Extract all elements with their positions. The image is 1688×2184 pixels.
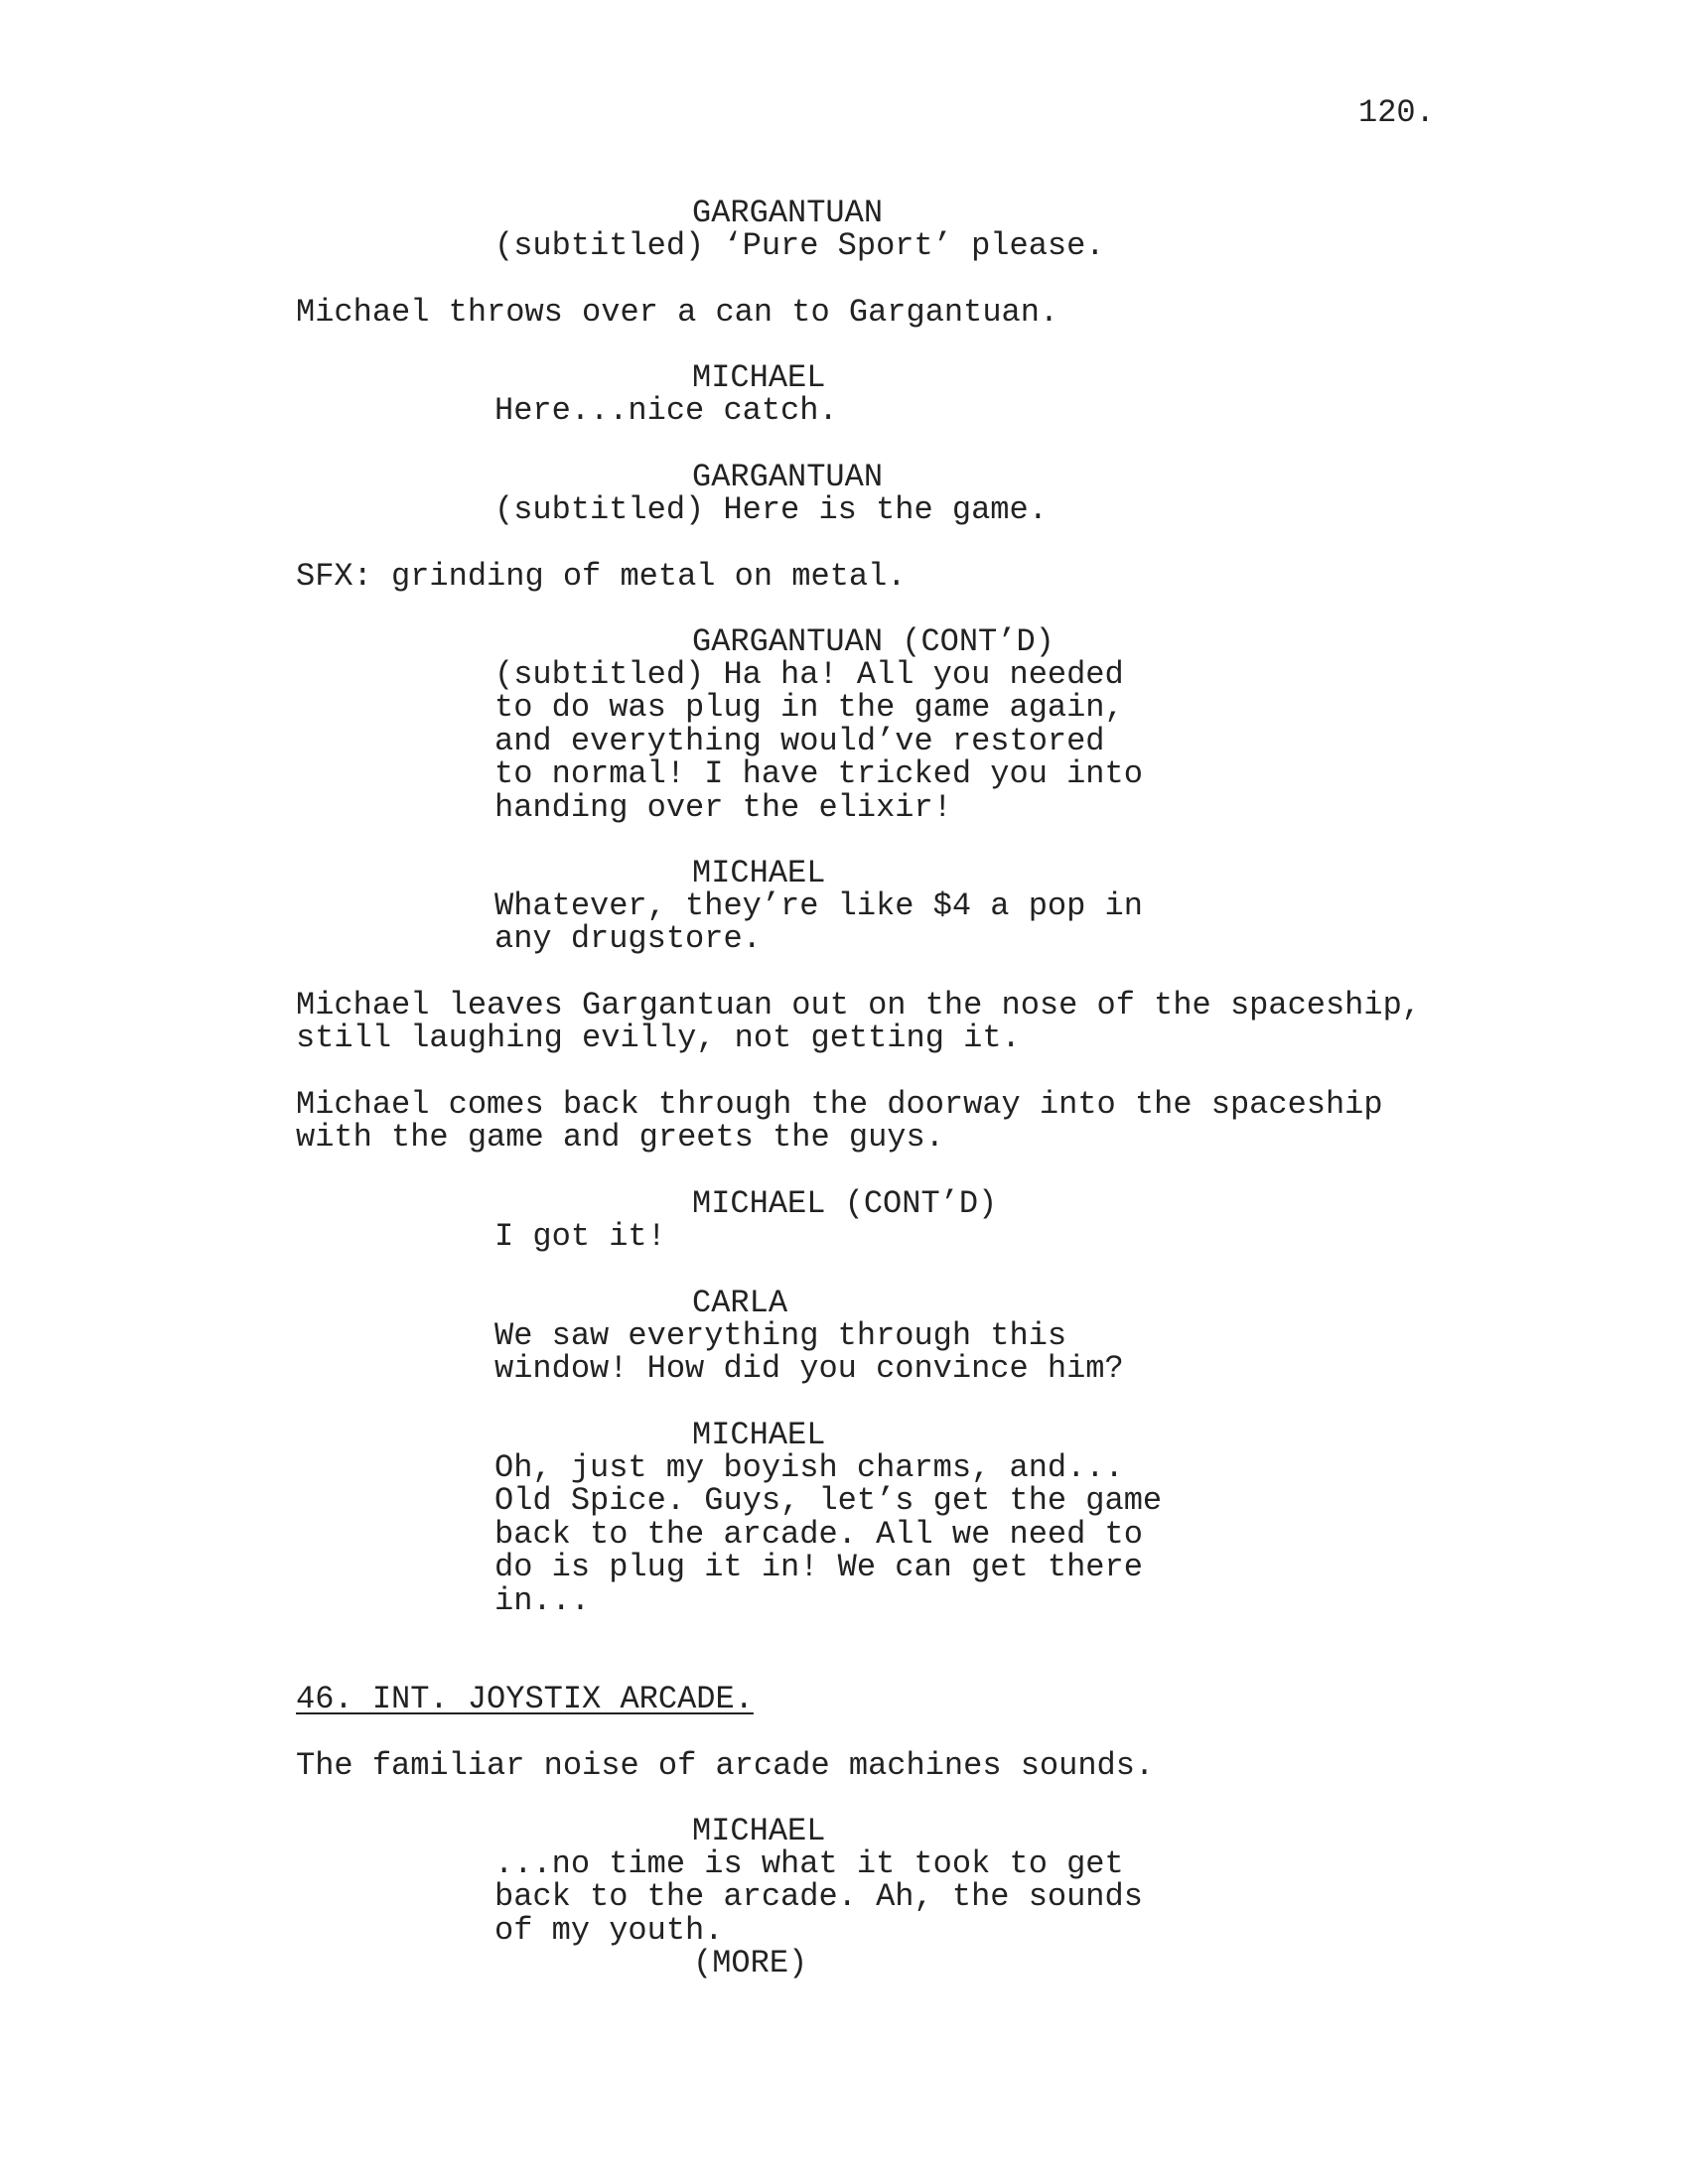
action-line: Michael leaves Gargantuan out on the nose of the spaceship, still laughing evilly, not getting it. — [296, 987, 1421, 1057]
character-name: CARLA — [692, 1285, 788, 1321]
dialogue-line: We saw everything through this window! How did you convince him? — [494, 1317, 1124, 1388]
dialogue-line: Oh, just my boyish charms, and... Old Spice. Guys, let’s get the game back to the arcade. All we need to do is plug it in! We can get there in... — [494, 1449, 1163, 1619]
dialogue-line: Here...nice catch. — [494, 392, 838, 429]
dialogue-line: (subtitled) Ha ha! All you needed to do was plug in the game again, and everything would’ve restored to normal! I have tricked you into handing over the elixir! — [494, 656, 1143, 826]
character-name: MICHAEL (CONT’D) — [692, 1185, 998, 1222]
dialogue-line: (subtitled) Here is the game. — [494, 491, 1048, 528]
character-name: MICHAEL — [692, 1417, 826, 1453]
character-name: MICHAEL — [692, 1813, 826, 1849]
action-line: Michael comes back through the doorway into the spaceship with the game and greets the guys. — [296, 1086, 1383, 1157]
character-name: MICHAEL — [692, 359, 826, 396]
character-name: MICHAEL — [692, 855, 826, 891]
dialogue-line: ...no time is what it took to get back to the arcade. Ah, the sounds of my youth. — [494, 1845, 1143, 1949]
dialogue-line: I got it! — [494, 1218, 666, 1255]
dialogue-line: (subtitled) ‘Pure Sport’ please. — [494, 227, 1105, 264]
action-line: Michael throws over a can to Gargantuan. — [296, 294, 1059, 331]
action-line: The familiar noise of arcade machines sounds. — [296, 1747, 1155, 1784]
more-marker: (MORE) — [693, 1945, 808, 1981]
character-name: GARGANTUAN (CONT’D) — [692, 623, 1055, 660]
dialogue-line: Whatever, they’re like $4 a pop in any drugstore. — [494, 887, 1143, 958]
scene-heading: 46. INT. JOYSTIX ARCADE. — [296, 1681, 754, 1717]
character-name: GARGANTUAN — [692, 459, 884, 495]
page-number: 120. — [1358, 94, 1435, 131]
character-name: GARGANTUAN — [692, 195, 884, 231]
action-line: SFX: grinding of metal on metal. — [296, 558, 907, 595]
